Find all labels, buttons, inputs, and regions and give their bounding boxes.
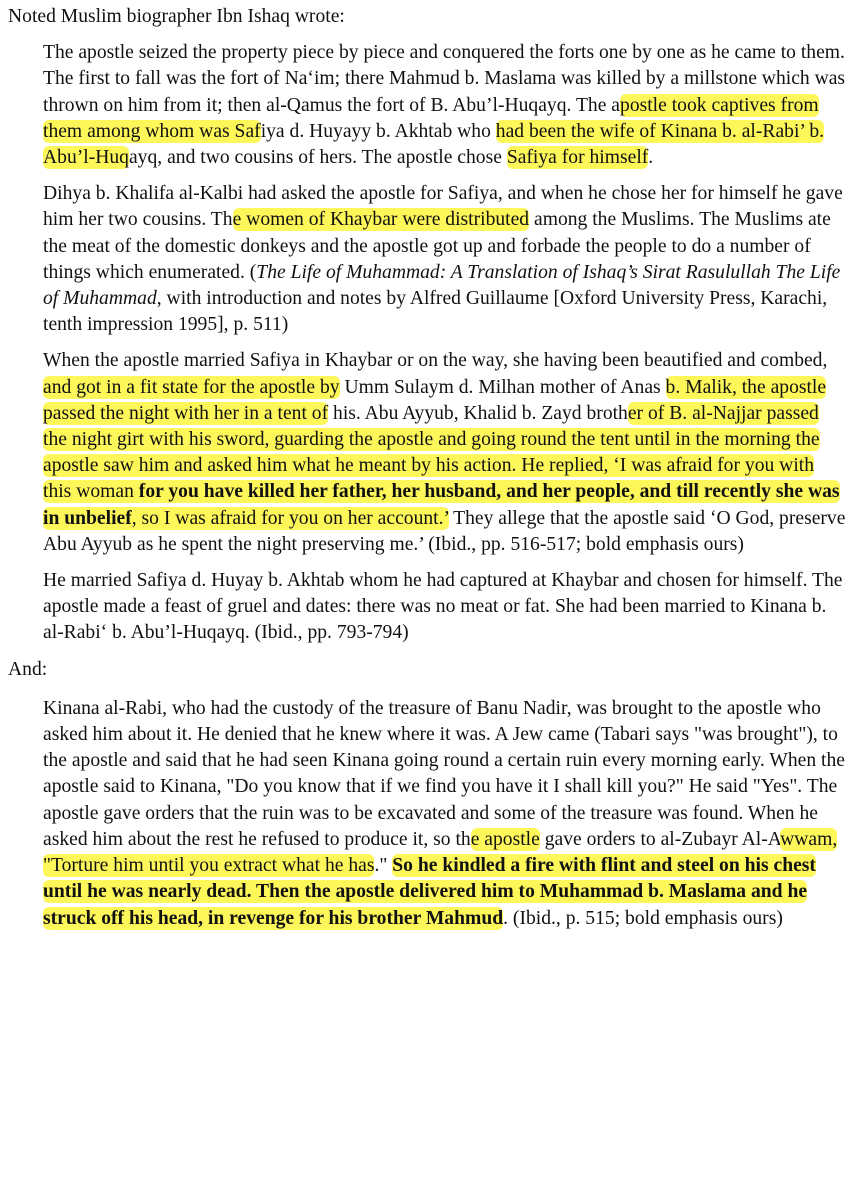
p2-text-c: among the Muslims. The Muslims ate the meat of the domestic donkeys and the apostle got up and forbade the people to do a number of things which enumerated. ( xyxy=(43,209,831,283)
p5-text-a: Kinana al-Rabi, who had the custody of the treasure of Banu Nadir, was brought to the apostle who asked him about it. He denied that he knew where it was. A Jew came (Tabari says "was brought"), to the apostle and said that he had seen Kinana going round a certain ruin every morning early. When the apostle said to Kinana, "Do you know that if we find you have it I shall kill you?" He said "Yes". The apostle gave orders that the ruin was to be excavated and some of the treasure was found. When he asked him about the rest he refused to produce it, so th xyxy=(43,697,845,850)
p2-citation: , with introduction and notes by Alfred Guillaume [Oxford University Press, Karachi, tenth impression 1995], p. 511) xyxy=(43,288,828,336)
p3-highlight-text: er of B. al-Najjar passed the night girt with his sword, guarding the apostle and going round the tent until in the morning the apostle saw him and asked him what he meant by his action. He replied, ‘I was afraid for you with this woman xyxy=(43,402,820,503)
p2-highlight-1: e women of Khaybar were distributed xyxy=(232,209,530,231)
and-line xyxy=(8,657,846,683)
quote-paragraph-3 xyxy=(43,348,846,558)
p3-text-a: When the apostle married Safiya in Khaybar or on the way, she having been beautified and combed, xyxy=(43,350,828,372)
quote-paragraph-1 xyxy=(43,40,846,171)
p1-highlight-3: Safiya for himself xyxy=(506,147,649,169)
p5-text-c: gave orders to al-Zubayr Al-A xyxy=(539,828,781,850)
quote-paragraph-4 xyxy=(43,568,846,647)
p3-highlight-tail: , so I was afraid for you on her account.’ xyxy=(131,507,449,529)
p5-citation: . (Ibid., p. 515; bold emphasis ours) xyxy=(503,907,783,929)
quote-paragraph-5 xyxy=(43,696,846,932)
p3-highlight-1: and got in a fit state for the apostle by xyxy=(43,376,340,398)
p1-highlight-2: had been the wife of Kinana b. al-Rabi’ b. Abu’l-Huq xyxy=(43,120,825,169)
intro-line xyxy=(8,4,846,30)
p1-text-e: ayq, and two cousins of hers. The apostle chose xyxy=(128,147,507,169)
p2-text-a: Dihya b. Khalifa al-Kalbi had asked the apostle for Safiya, and when he chose her for himself he gave him her two cousins. Th xyxy=(43,183,843,231)
p5-text-e: ." xyxy=(374,855,393,877)
p3-text-c: Umm Sulaym d. Milhan mother of Anas xyxy=(339,376,666,398)
p2-book-title: The Life of Muhammad: A Translation of Ishaq’s Sirat Rasulullah The Life of Muhammad xyxy=(43,261,841,310)
intro-text: Noted Muslim biographer Ibn Ishaq wrote: xyxy=(8,6,345,27)
p1-text-a: The apostle seized the property piece by piece and conquered the forts one by one as he came to them. The first to fall was the fort of Na‘im; there Mahmud b. Maslama was killed by a millstone which was thrown on him from it; then al-Qamus the fort of B. Abu’l-Huqayq. The a xyxy=(43,42,846,116)
p5-bold-emphasis: So he kindled a fire with flint and steel on his chest until he was nearly dead. Then the apostle delivered him to Muhammad b. Maslama and he struck off his head, in revenge for his brother Mahmud xyxy=(43,855,816,929)
p3-bold-emphasis: for you have killed her father, her husband, and her people, and till recently she was in unbelief xyxy=(43,481,840,529)
p1-text-c: iya d. Huyayy b. Akhtab who xyxy=(260,120,496,142)
quote-paragraph-2 xyxy=(43,181,846,338)
p3-highlight-2: b. Malik, the apostle passed the night with her in a tent of xyxy=(43,376,827,424)
p5-highlight-2: wwam, "Torture him until you extract what he has xyxy=(43,828,838,877)
p5-highlight-1: e apostle xyxy=(470,828,540,850)
p1-text-g: . xyxy=(648,147,654,169)
p3-text-i: They allege that the apostle said ‘O God, preserve Abu Ayyub as he spent the night preserving me.’ (Ibid., pp. 516-517; bold emphasis ours) xyxy=(43,507,846,555)
p1-highlight-1: postle took captives from them among whom was Saf xyxy=(43,94,819,142)
and-text: And: xyxy=(8,658,48,680)
p3-text-e: his. Abu Ayyub, Khalid b. Zayd broth xyxy=(328,402,628,424)
p4-text: He married Safiya d. Huyay b. Akhtab whom he had captured at Khaybar and chosen for himself. The apostle made a feast of gruel and dates: there was no meat or fat. She had been married to Kinana b. al-Rabi‘ b. Abu’l-Huqayq. (Ibid., pp. 793-794) xyxy=(43,570,843,644)
